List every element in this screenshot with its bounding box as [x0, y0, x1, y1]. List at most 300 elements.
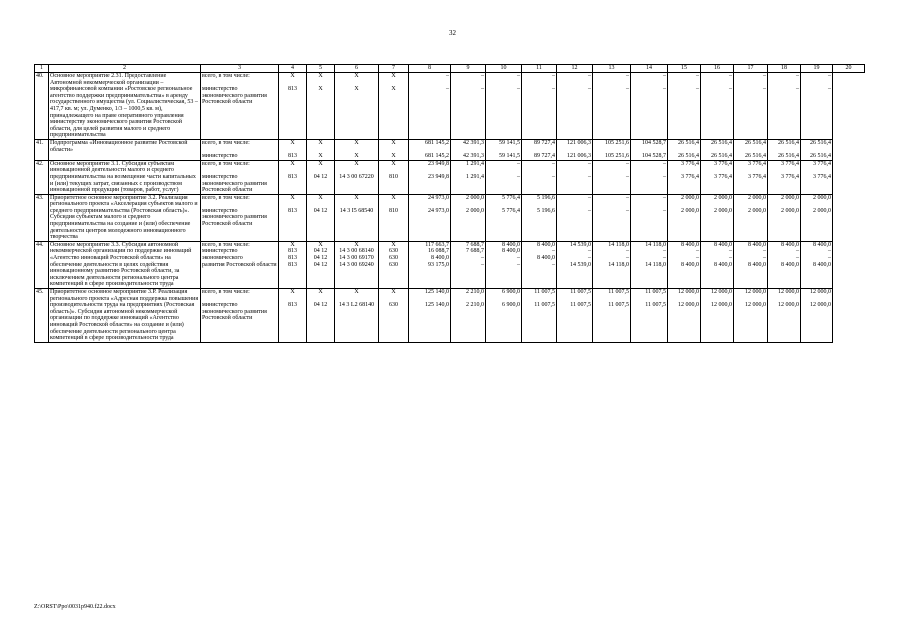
executor-cell: [201, 160, 279, 194]
cell-value: 26 516,4: [778, 153, 799, 160]
column-number: 6: [335, 65, 379, 73]
executor-text: развития Ростовской области: [202, 261, 277, 268]
cell-value: 125 140,0: [425, 289, 449, 295]
executor-text: министерство экономического развития Ростовской области: [202, 302, 267, 322]
amount-cell: [593, 160, 631, 194]
cell-value: 2 000,0: [681, 207, 699, 214]
cell-value: 6 900,0: [502, 302, 520, 309]
cell-value: –: [446, 73, 449, 79]
cell-value: –: [763, 73, 766, 79]
cell-value: 24 973,0: [428, 207, 449, 214]
cell-value: Х: [354, 241, 359, 248]
cell-value: 14 3 L2 68140: [338, 302, 375, 309]
cell-value: –: [663, 160, 666, 167]
cell-value: 89 727,4: [534, 153, 555, 160]
cell-value: 3 776,4: [714, 173, 732, 180]
cell-value: Х: [391, 241, 396, 248]
cell-value: –: [588, 86, 591, 93]
amount-cell: [522, 289, 557, 343]
table-row: [35, 139, 865, 160]
cell-value: –: [796, 255, 799, 262]
amount-cell: [593, 139, 631, 160]
cell-value: 26 516,4: [678, 139, 699, 146]
cell-value: –: [663, 248, 666, 255]
amount-cell: [631, 73, 668, 140]
amount-cell: [557, 194, 593, 241]
cell-value: Х: [318, 289, 323, 295]
executor-text: всего, в том числе:: [202, 73, 250, 79]
cell-value: Х: [290, 241, 295, 248]
cell-value: 630: [389, 302, 398, 309]
cell-value: –: [517, 261, 520, 268]
file-path-footer: Z:\ORST\Ppo\0031p940.f22.docx: [34, 604, 116, 610]
budget-code-cell: [379, 241, 409, 288]
cell-value: –: [481, 86, 484, 93]
cell-value: –: [588, 255, 591, 262]
cell-value: 8 400,0: [502, 241, 520, 248]
cell-value: 11 007,5: [645, 302, 666, 309]
cell-value: Х: [290, 139, 295, 146]
cell-value: –: [696, 255, 699, 262]
cell-value: 813: [288, 173, 297, 180]
cell-value: –: [663, 86, 666, 93]
cell-value: 2 000,0: [813, 207, 831, 214]
cell-value: 04 12: [313, 248, 328, 255]
cell-value: –: [626, 73, 629, 79]
cell-value: –: [626, 255, 629, 262]
cell-value: 810: [389, 207, 398, 214]
budget-code-cell: [379, 160, 409, 194]
cell-value: Х: [354, 194, 359, 201]
cell-value: 04 12: [313, 255, 328, 262]
amount-cell: [801, 73, 833, 140]
cell-value: 813: [288, 207, 297, 214]
amount-cell: [486, 73, 522, 140]
budget-code-cell: [307, 194, 335, 241]
cell-value: 93 175,0: [428, 261, 449, 268]
amount-cell: [486, 139, 522, 160]
budget-code-cell: [335, 160, 379, 194]
cell-value: –: [552, 173, 555, 180]
cell-value: 12 000,0: [711, 302, 732, 309]
cell-value: 3 776,4: [681, 160, 699, 167]
budget-code-cell: [335, 194, 379, 241]
amount-cell: [734, 289, 768, 343]
cell-value: 2 000,0: [714, 207, 732, 214]
amount-cell: [701, 139, 734, 160]
cell-value: Х: [391, 86, 396, 93]
amount-cell: [557, 289, 593, 343]
executor-cell: [201, 73, 279, 140]
cell-value: –: [663, 207, 666, 214]
amount-cell: [522, 241, 557, 288]
cell-value: 8 400,0: [813, 261, 831, 268]
cell-value: 8 400,0: [502, 248, 520, 255]
cell-value: 1 291,4: [466, 160, 484, 167]
cell-value: 26 516,4: [778, 139, 799, 146]
cell-value: 681 145,2: [425, 153, 449, 160]
cell-value: 5 196,6: [537, 207, 555, 214]
cell-value: 12 000,0: [778, 289, 799, 295]
program-name: Основное мероприятие 2.31. Предоставление Автономной некоммерческой организации – микрофинансовой компании «Ростовское региональное агентство поддержки предпринимательства» в аренду государственного имущества (ул. Социалистическая, 53 – 417,7 кв. м; ул. Думенко, 1/3 – 1000,5 кв. м), принадлежащего на праве оперативного управления министерству экономического развития Ростовской области, для целей развития малого и среднего предпринимательства: [49, 73, 201, 140]
cell-value: Х: [318, 73, 323, 79]
executor-cell: [201, 139, 279, 160]
table-row: [35, 73, 865, 140]
amount-cell: [451, 289, 486, 343]
amount-cell: [451, 241, 486, 288]
cell-value: 59 141,5: [499, 139, 520, 146]
cell-value: 5 196,6: [537, 194, 555, 201]
cell-value: –: [828, 248, 831, 255]
amount-cell: [668, 139, 701, 160]
cell-value: 23 949,8: [428, 160, 449, 167]
cell-value: 3 776,4: [781, 160, 799, 167]
column-number: 20: [833, 65, 865, 73]
amount-cell: [801, 289, 833, 343]
cell-value: 11 007,5: [534, 289, 555, 295]
cell-value: 12 000,0: [678, 289, 699, 295]
cell-value: 3 776,4: [813, 160, 831, 167]
amount-cell: [486, 160, 522, 194]
cell-value: –: [729, 255, 732, 262]
amount-cell: [451, 73, 486, 140]
amount-cell: [668, 241, 701, 288]
budget-code-cell: [307, 139, 335, 160]
amount-cell: [768, 73, 801, 140]
executor-text: министерство экономического развития Ростовской области: [202, 207, 267, 228]
executor-text: министерство экономического развития Ростовской области: [202, 173, 267, 194]
cell-value: –: [517, 86, 520, 93]
cell-value: 3 776,4: [748, 160, 766, 167]
amount-cell: [451, 160, 486, 194]
cell-value: 26 516,4: [678, 153, 699, 160]
row-number: 42.: [35, 160, 49, 194]
amount-cell: [522, 160, 557, 194]
column-number: 16: [701, 65, 734, 73]
amount-cell: [801, 194, 833, 241]
budget-code-cell: [379, 139, 409, 160]
cell-value: 11 007,5: [608, 302, 629, 309]
cell-value: 813: [288, 255, 297, 262]
cell-value: Х: [318, 160, 323, 167]
amount-cell: [631, 194, 668, 241]
cell-value: –: [796, 73, 799, 79]
budget-code-cell: [307, 160, 335, 194]
table-row: [35, 194, 865, 241]
cell-value: 26 516,4: [711, 139, 732, 146]
budget-code-cell: [307, 73, 335, 140]
amount-cell: [668, 289, 701, 343]
amount-cell: [486, 289, 522, 343]
cell-value: 813: [288, 302, 297, 309]
cell-value: –: [763, 255, 766, 262]
cell-value: 26 516,4: [711, 153, 732, 160]
cell-value: 2 000,0: [714, 194, 732, 201]
row-number: 43.: [35, 194, 49, 241]
cell-value: –: [588, 73, 591, 79]
cell-value: 14 118,0: [645, 261, 666, 268]
amount-cell: [734, 160, 768, 194]
cell-value: –: [517, 255, 520, 262]
amount-cell: [734, 194, 768, 241]
amount-cell: [593, 73, 631, 140]
budget-code-cell: [279, 194, 307, 241]
budget-code-cell: [279, 139, 307, 160]
cell-value: 12 000,0: [678, 302, 699, 309]
amount-cell: [631, 241, 668, 288]
cell-value: 8 400,0: [537, 241, 555, 248]
cell-value: 42 391,3: [463, 153, 484, 160]
column-number: 4: [279, 65, 307, 73]
cell-value: 11 007,5: [534, 302, 555, 309]
budget-code-cell: [279, 160, 307, 194]
cell-value: 813: [288, 248, 297, 255]
amount-cell: [593, 289, 631, 343]
cell-value: 12 000,0: [745, 302, 766, 309]
cell-value: –: [626, 207, 629, 214]
cell-value: 26 516,4: [745, 153, 766, 160]
column-number: 10: [486, 65, 522, 73]
cell-value: 11 007,5: [570, 302, 591, 309]
column-number-row: [35, 65, 865, 73]
amount-cell: [557, 139, 593, 160]
executor-text: всего, в том числе:: [202, 241, 250, 248]
cell-value: 42 391,3: [463, 139, 484, 146]
cell-value: 2 000,0: [748, 194, 766, 201]
amount-cell: [801, 139, 833, 160]
cell-value: –: [763, 86, 766, 93]
cell-value: 8 400,0: [813, 241, 831, 248]
cell-value: 14 539,0: [570, 241, 591, 248]
budget-code-cell: [307, 289, 335, 343]
executor-text: министерство: [202, 248, 238, 255]
amount-cell: [409, 139, 451, 160]
cell-value: Х: [354, 86, 359, 93]
amount-cell: [701, 289, 734, 343]
cell-value: 14 3 00 67220: [339, 173, 374, 180]
program-name: Основное мероприятие 3.1. Субсидия субъектам инновационной деятельности малого и среднего предпринимательства на возмещение части капитальных и (или) текущих затрат, связанных с производством инновационной продукции (товаров, работ, услуг): [49, 160, 201, 194]
cell-value: –: [517, 73, 520, 79]
cell-value: 26 516,4: [810, 153, 831, 160]
cell-value: –: [796, 86, 799, 93]
cell-value: –: [626, 86, 629, 93]
cell-value: 2 210,0: [466, 302, 484, 309]
cell-value: 2 000,0: [466, 194, 484, 201]
cell-value: 5 776,4: [502, 194, 520, 201]
cell-value: 8 400,0: [681, 241, 699, 248]
executor-text: министерство экономического развития Ростовской области: [202, 86, 267, 106]
amount-cell: [486, 241, 522, 288]
cell-value: Х: [290, 194, 295, 201]
cell-value: –: [588, 207, 591, 214]
cell-value: 104 528,7: [642, 139, 666, 146]
amount-cell: [701, 194, 734, 241]
budget-code-cell: [379, 289, 409, 343]
budget-code-cell: [379, 194, 409, 241]
cell-value: –: [552, 73, 555, 79]
cell-value: 8 400,0: [681, 261, 699, 268]
cell-value: –: [517, 173, 520, 180]
cell-value: 12 000,0: [711, 289, 732, 295]
cell-value: 14 3 00 69170: [339, 255, 374, 262]
amount-cell: [668, 194, 701, 241]
amount-cell: [557, 241, 593, 288]
column-number: 5: [307, 65, 335, 73]
amount-cell: [409, 73, 451, 140]
cell-value: 14 118,0: [645, 241, 666, 248]
cell-value: 14 539,0: [570, 261, 591, 268]
cell-value: 12 000,0: [810, 302, 831, 309]
amount-cell: [701, 73, 734, 140]
cell-value: 24 973,0: [428, 194, 449, 201]
amount-cell: [801, 160, 833, 194]
program-name: Подпрограмма «Инновационное развитие Ростовской области»: [49, 139, 201, 160]
column-number: 7: [379, 65, 409, 73]
cell-value: Х: [354, 139, 359, 146]
cell-value: –: [588, 194, 591, 201]
budget-code-cell: [279, 73, 307, 140]
column-number: 13: [593, 65, 631, 73]
cell-value: 04 12: [313, 261, 328, 268]
cell-value: 16 088,7: [428, 248, 449, 255]
cell-value: 813: [288, 86, 297, 93]
page-number: 32: [449, 29, 456, 37]
amount-cell: [768, 241, 801, 288]
amount-cell: [522, 73, 557, 140]
cell-value: –: [588, 173, 591, 180]
cell-value: 630: [389, 261, 398, 268]
amount-cell: [409, 241, 451, 288]
cell-value: –: [626, 173, 629, 180]
cell-value: Х: [391, 153, 396, 160]
cell-value: 2 000,0: [813, 194, 831, 201]
cell-value: Х: [318, 139, 323, 146]
row-number: 41.: [35, 139, 49, 160]
amount-cell: [768, 289, 801, 343]
budget-code-cell: [335, 73, 379, 140]
cell-value: –: [828, 86, 831, 93]
budget-code-cell: [379, 73, 409, 140]
budget-code-cell: [335, 289, 379, 343]
cell-value: 2 000,0: [781, 207, 799, 214]
cell-value: Х: [290, 289, 295, 295]
cell-value: 26 516,4: [810, 139, 831, 146]
executor-text: всего, в том числе:: [202, 139, 250, 146]
column-number: 12: [557, 65, 593, 73]
amount-cell: [522, 194, 557, 241]
cell-value: 26 516,4: [745, 139, 766, 146]
cell-value: 3 776,4: [781, 173, 799, 180]
cell-value: 630: [389, 255, 398, 262]
cell-value: –: [588, 248, 591, 255]
cell-value: –: [663, 173, 666, 180]
amount-cell: [557, 73, 593, 140]
amount-cell: [768, 139, 801, 160]
cell-value: 2 000,0: [466, 207, 484, 214]
cell-value: –: [796, 248, 799, 255]
cell-value: 681 145,2: [425, 139, 449, 146]
cell-value: Х: [354, 153, 359, 160]
cell-value: 8 400,0: [781, 241, 799, 248]
cell-value: 104 528,7: [642, 153, 666, 160]
cell-value: 11 007,5: [645, 289, 666, 295]
cell-value: 89 727,4: [534, 139, 555, 146]
amount-cell: [593, 194, 631, 241]
budget-table: [34, 64, 865, 343]
amount-cell: [557, 160, 593, 194]
cell-value: 2 000,0: [748, 207, 766, 214]
cell-value: –: [626, 160, 629, 167]
amount-cell: [409, 289, 451, 343]
cell-value: 8 400,0: [781, 261, 799, 268]
cell-value: –: [696, 248, 699, 255]
executor-cell: [201, 289, 279, 343]
executor-text: экономического: [202, 255, 243, 262]
executor-text: министерство: [202, 153, 238, 160]
cell-value: –: [696, 86, 699, 93]
cell-value: 12 000,0: [778, 302, 799, 309]
column-number: 14: [631, 65, 668, 73]
cell-value: 3 776,4: [681, 173, 699, 180]
budget-code-cell: [279, 241, 307, 288]
column-number: 11: [522, 65, 557, 73]
cell-value: Х: [391, 73, 396, 79]
row-number: 44.: [35, 241, 49, 288]
cell-value: 813: [288, 153, 297, 160]
cell-value: 117 663,7: [425, 241, 449, 248]
cell-value: 3 776,4: [714, 160, 732, 167]
cell-value: 04 12: [313, 173, 328, 180]
cell-value: 121 006,3: [567, 139, 591, 146]
cell-value: 14 118,0: [608, 261, 629, 268]
amount-cell: [768, 194, 801, 241]
cell-value: –: [446, 86, 449, 93]
cell-value: 2 000,0: [681, 194, 699, 201]
cell-value: Х: [391, 160, 396, 167]
cell-value: 3 776,4: [748, 173, 766, 180]
cell-value: 3 776,4: [813, 173, 831, 180]
cell-value: –: [663, 194, 666, 201]
cell-value: 105 251,6: [605, 153, 629, 160]
cell-value: 14 3 00 69240: [339, 261, 374, 268]
cell-value: –: [729, 86, 732, 93]
cell-value: –: [626, 248, 629, 255]
cell-value: 11 007,5: [608, 289, 629, 295]
amount-cell: [668, 160, 701, 194]
column-number: 2: [49, 65, 201, 73]
cell-value: –: [481, 255, 484, 262]
column-number: 9: [451, 65, 486, 73]
amount-cell: [409, 194, 451, 241]
table-row: [35, 241, 865, 288]
cell-value: –: [763, 248, 766, 255]
cell-value: 7 688,7: [466, 248, 484, 255]
cell-value: 14 118,0: [608, 241, 629, 248]
amount-cell: [734, 73, 768, 140]
executor-text: всего, в том числе:: [202, 160, 250, 167]
table-row: [35, 160, 865, 194]
amount-cell: [801, 241, 833, 288]
cell-value: Х: [391, 194, 396, 201]
column-number: 17: [734, 65, 768, 73]
cell-value: –: [517, 160, 520, 167]
budget-code-cell: [335, 241, 379, 288]
cell-value: –: [481, 261, 484, 268]
cell-value: 8 400,0: [714, 241, 732, 248]
amount-cell: [701, 160, 734, 194]
amount-cell: [668, 73, 701, 140]
column-number: 8: [409, 65, 451, 73]
